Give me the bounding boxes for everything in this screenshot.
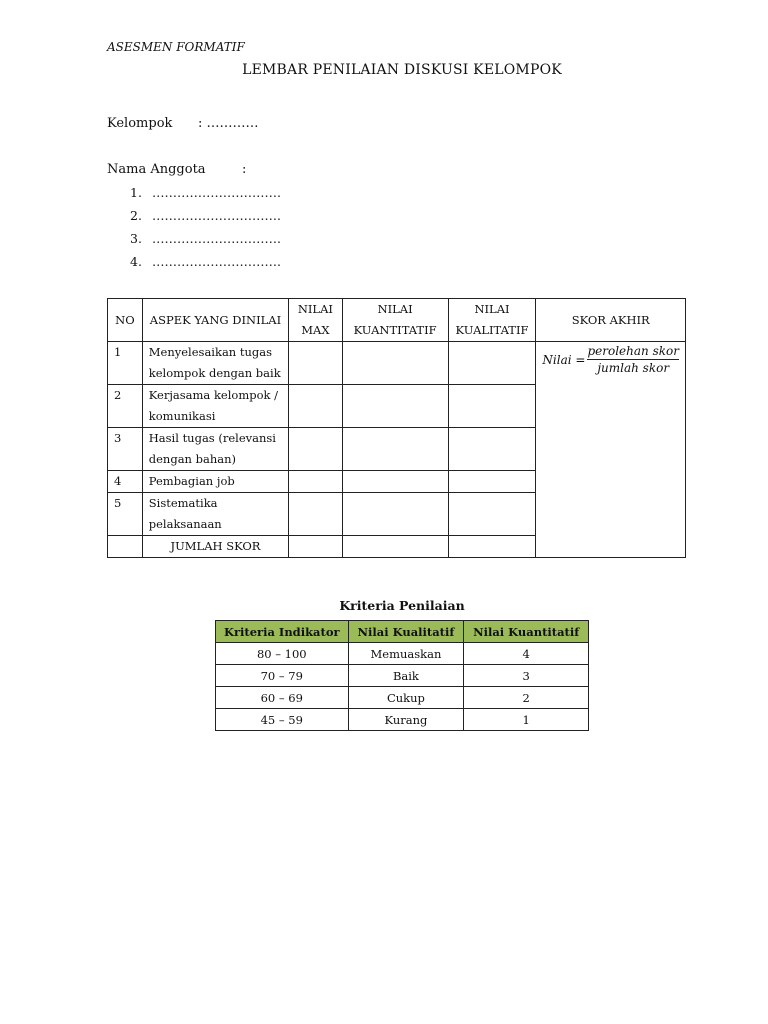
criteria-header-row: [216, 621, 589, 643]
header-nilai-max-line2: MAX: [301, 323, 330, 337]
cell-nilai-kuantitatif[interactable]: [342, 342, 448, 385]
row-aspek: [142, 342, 288, 385]
criteria-range: 80 – 100: [216, 643, 349, 665]
cell-nilai-max[interactable]: [289, 471, 342, 493]
cell-nilai-kualitatif[interactable]: [448, 342, 536, 385]
formula-numerator: perolehan skor: [587, 344, 679, 358]
member-number: 1.: [130, 185, 142, 200]
row-aspek: Pembagian job: [142, 471, 288, 493]
header-kual-line2: KUALITATIF: [455, 323, 529, 337]
table-row: [216, 709, 589, 731]
member-value: ………………………….: [152, 231, 281, 246]
header-no: NO: [108, 299, 143, 342]
cell-nilai-kuantitatif[interactable]: [342, 493, 448, 536]
cell-nilai-kuantitatif[interactable]: [342, 385, 448, 428]
header-aspek: ASPEK YANG DINILAI: [142, 299, 288, 342]
criteria-kuantitatif: 2: [464, 687, 589, 709]
row-aspek: [142, 493, 288, 536]
criteria-table: [215, 620, 589, 731]
header-nilai-kuantitatif: [342, 299, 448, 342]
table-header-row: [108, 299, 686, 342]
row-aspek: [142, 428, 288, 471]
nama-anggota-label: Nama Anggota: [107, 162, 206, 177]
cell-nilai-max[interactable]: [289, 493, 342, 536]
criteria-kualitatif: Baik: [348, 665, 464, 687]
cell-nilai-kualitatif[interactable]: [448, 493, 536, 536]
header-nilai-max-line1: NILAI: [297, 302, 333, 316]
header-nilai-max: [289, 299, 342, 342]
aspek-line2: dengan bahan): [148, 452, 236, 466]
criteria-title: Kriteria Penilaian: [339, 598, 465, 613]
criteria-header-kualitatif: Nilai Kualitatif: [348, 621, 464, 643]
criteria-kualitatif: Kurang: [348, 709, 464, 731]
score-formula: [542, 344, 679, 376]
cell-total-kuantitatif[interactable]: [342, 536, 448, 558]
nama-anggota-colon: :: [242, 162, 247, 177]
member-line: [130, 231, 281, 246]
row-no: 4: [108, 471, 143, 493]
table-row: [216, 665, 589, 687]
criteria-header-indikator: Kriteria Indikator: [216, 621, 349, 643]
skor-akhir-cell: [536, 342, 686, 558]
criteria-kuantitatif: 3: [464, 665, 589, 687]
header-skor-akhir: SKOR AKHIR: [536, 299, 686, 342]
formula-denominator: jumlah skor: [597, 361, 670, 375]
header-kual-line1: NILAI: [474, 302, 510, 316]
member-value: ………………………….: [152, 185, 281, 200]
cell-total-max[interactable]: [289, 536, 342, 558]
member-line: [130, 208, 281, 223]
header-kuant-line1: NILAI: [377, 302, 413, 316]
aspek-line2: komunikasi: [148, 409, 216, 423]
kelompok-label: Kelompok: [107, 116, 173, 131]
cell-nilai-kualitatif[interactable]: [448, 471, 536, 493]
cell-nilai-max[interactable]: [289, 385, 342, 428]
header-nilai-kualitatif: [448, 299, 536, 342]
aspek-line1: Sistematika: [148, 496, 218, 510]
row-no: 2: [108, 385, 143, 428]
cell-nilai-max[interactable]: [289, 342, 342, 385]
criteria-header-kuantitatif: Nilai Kuantitatif: [464, 621, 589, 643]
cell-nilai-kuantitatif[interactable]: [342, 471, 448, 493]
table-row: [216, 643, 589, 665]
formula-lhs: Nilai =: [542, 352, 586, 367]
formula-fraction: [587, 344, 679, 376]
criteria-kuantitatif: 1: [464, 709, 589, 731]
cell-nilai-max[interactable]: [289, 428, 342, 471]
row-no: 1: [108, 342, 143, 385]
total-label: JUMLAH SKOR: [142, 536, 288, 558]
aspek-line1: Menyelesaikan tugas: [148, 345, 273, 359]
header-kuant-line2: KUANTITATIF: [353, 323, 437, 337]
aspek-line2: kelompok dengan baik: [148, 366, 281, 380]
criteria-kualitatif: Cukup: [348, 687, 464, 709]
member-number: 4.: [130, 254, 142, 269]
kelompok-value: : …………: [198, 116, 259, 131]
page-title: LEMBAR PENILAIAN DISKUSI KELOMPOK: [242, 62, 562, 78]
criteria-range: 45 – 59: [216, 709, 349, 731]
member-number: 3.: [130, 231, 142, 246]
criteria-kualitatif: Memuaskan: [348, 643, 464, 665]
row-aspek: [142, 385, 288, 428]
cell-total-kualitatif[interactable]: [448, 536, 536, 558]
row-no: 3: [108, 428, 143, 471]
criteria-kuantitatif: 4: [464, 643, 589, 665]
member-line: [130, 254, 281, 269]
table-row: [216, 687, 589, 709]
header-tag: ASESMEN FORMATIF: [107, 40, 245, 54]
cell-nilai-kualitatif[interactable]: [448, 428, 536, 471]
row-no: 5: [108, 493, 143, 536]
member-value: ………………………….: [152, 208, 281, 223]
member-line: [130, 185, 281, 200]
cell-nilai-kuantitatif[interactable]: [342, 428, 448, 471]
cell-nilai-kualitatif[interactable]: [448, 385, 536, 428]
member-value: ………………………….: [152, 254, 281, 269]
criteria-range: 60 – 69: [216, 687, 349, 709]
member-number: 2.: [130, 208, 142, 223]
total-no-cell: [108, 536, 143, 558]
criteria-range: 70 – 79: [216, 665, 349, 687]
aspek-line1: Kerjasama kelompok /: [148, 388, 279, 402]
assessment-table: [107, 298, 686, 558]
table-row: [108, 342, 686, 385]
aspek-line2: pelaksanaan: [148, 517, 222, 531]
aspek-line1: Hasil tugas (relevansi: [148, 431, 276, 445]
